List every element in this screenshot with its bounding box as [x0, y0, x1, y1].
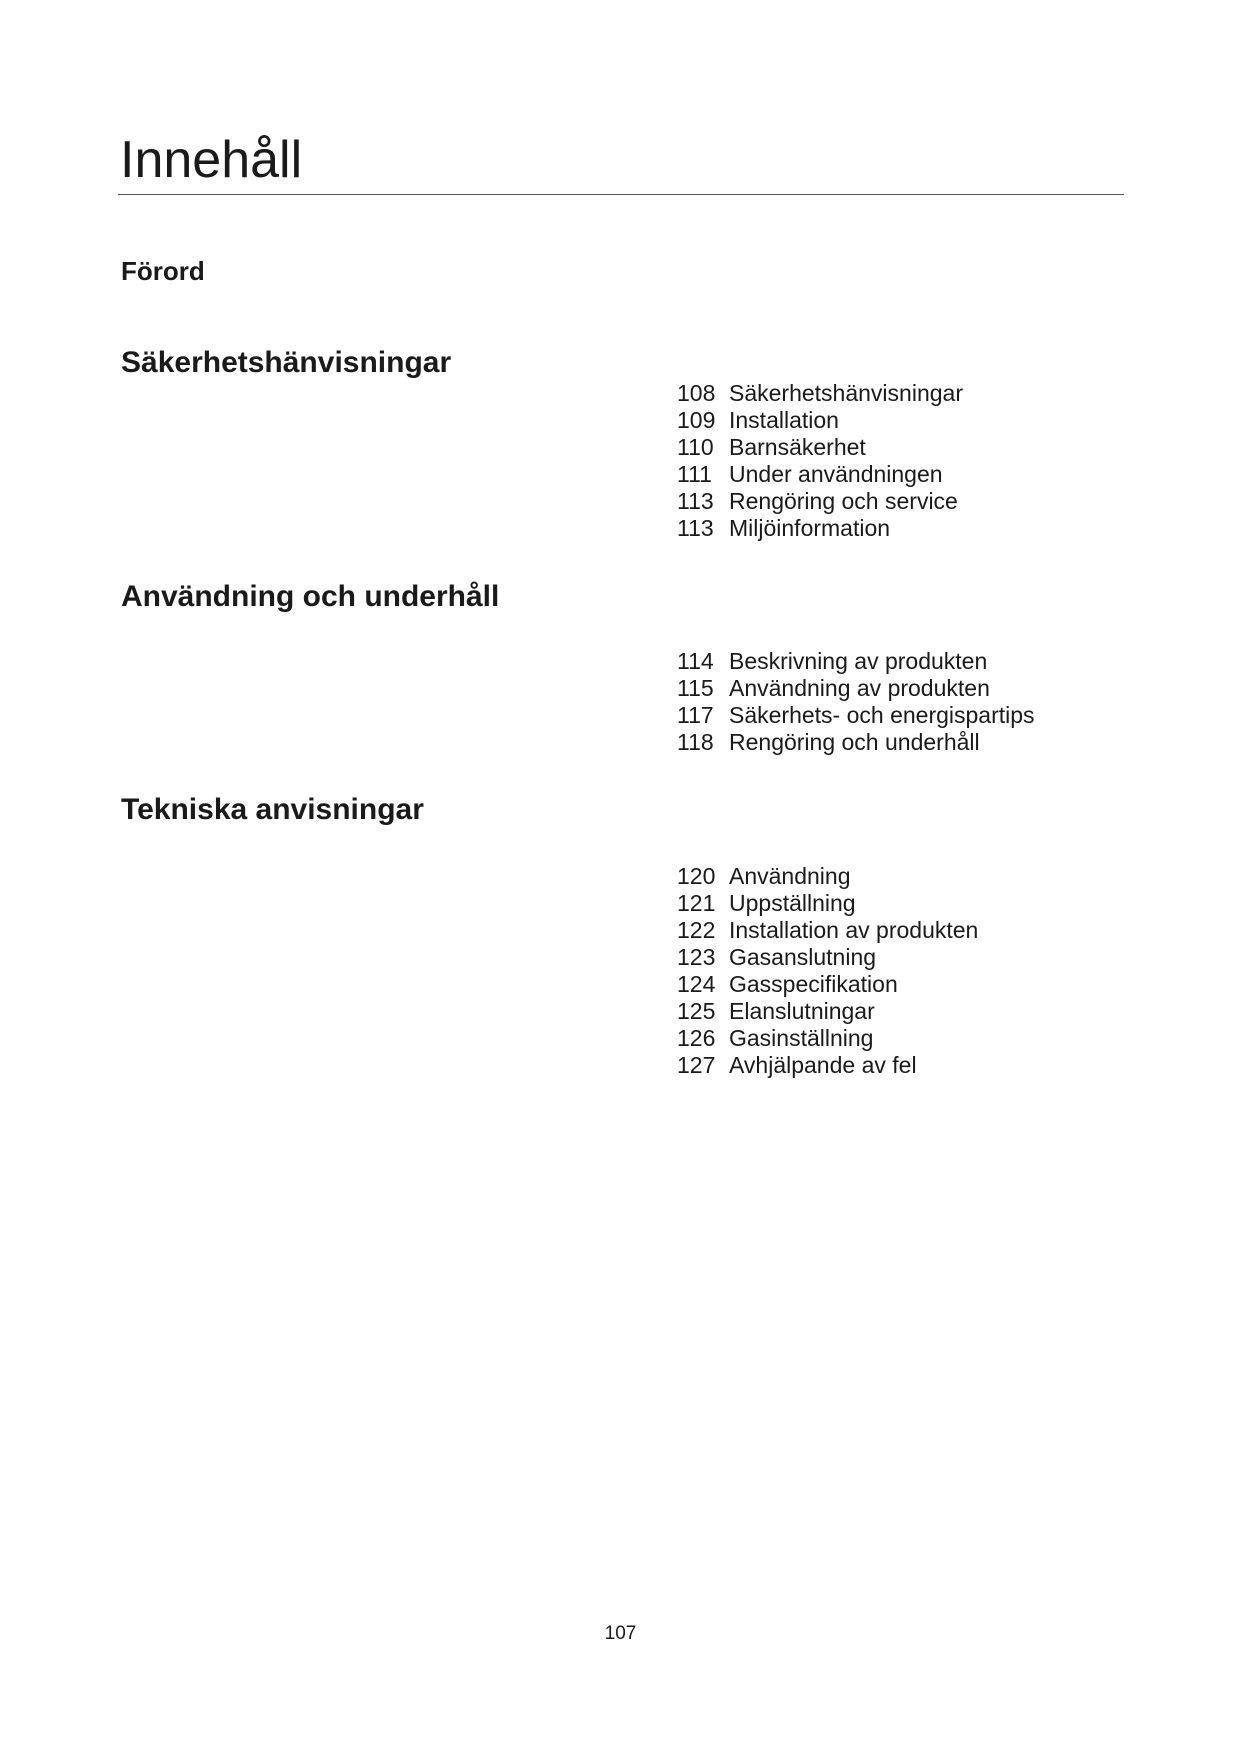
- toc-entry[interactable]: [677, 729, 1035, 756]
- page-title: Innehåll: [120, 131, 303, 189]
- toc-entry[interactable]: [677, 461, 963, 488]
- toc-entry-label: Gasanslutning: [729, 944, 877, 970]
- toc-entry[interactable]: [677, 1025, 978, 1052]
- toc-entry-page: 118: [677, 729, 714, 755]
- toc-entry[interactable]: [677, 702, 1035, 729]
- toc-entry-page: 125: [677, 998, 716, 1024]
- toc-list-use-maintenance: [677, 648, 1035, 756]
- section-heading-use-maintenance: Användning och underhåll: [121, 580, 500, 613]
- toc-entry-label: Elanslutningar: [729, 998, 875, 1024]
- toc-entry-label: Användning: [729, 863, 851, 889]
- section-heading-preface: Förord: [121, 256, 205, 286]
- title-divider: [118, 194, 1124, 195]
- toc-entry-label: Beskrivning av produkten: [729, 648, 988, 674]
- section-heading-safety: Säkerhetshänvisningar: [121, 346, 452, 379]
- toc-entry-page: 108: [677, 380, 716, 406]
- toc-entry[interactable]: [677, 488, 963, 515]
- toc-entry-page: 122: [677, 917, 716, 943]
- toc-entry-page: 123: [677, 944, 716, 970]
- toc-entry[interactable]: [677, 380, 963, 407]
- toc-entry[interactable]: [677, 890, 978, 917]
- toc-entry-page: 126: [677, 1025, 716, 1051]
- toc-entry-label: Avhjälpande av fel: [729, 1052, 917, 1078]
- toc-entry-page: 121: [677, 890, 716, 916]
- toc-entry[interactable]: [677, 944, 978, 971]
- toc-entry-page: 114: [677, 648, 714, 674]
- toc-entry-label: Rengöring och service: [729, 488, 958, 514]
- toc-entry-label: Under användningen: [729, 461, 943, 487]
- toc-entry-page: 110: [677, 434, 714, 460]
- toc-entry-label: Gasspecifikation: [729, 971, 898, 997]
- section-heading-technical: Tekniska anvisningar: [121, 793, 424, 826]
- toc-entry-page: 124: [677, 971, 716, 997]
- toc-entry[interactable]: [677, 434, 963, 461]
- toc-list-safety: [677, 380, 963, 542]
- toc-entry-label: Gasinställning: [729, 1025, 874, 1051]
- toc-entry[interactable]: [677, 407, 963, 434]
- toc-entry-label: Säkerhets- och energispartips: [729, 702, 1035, 728]
- toc-entry-page: 113: [677, 515, 714, 541]
- toc-entry-label: Installation av produkten: [729, 917, 979, 943]
- toc-entry[interactable]: [677, 863, 978, 890]
- toc-entry-label: Installation: [729, 407, 839, 433]
- toc-entry-page: 109: [677, 407, 716, 433]
- toc-entry-page: 111: [677, 461, 712, 487]
- toc-entry-page: 117: [677, 702, 714, 728]
- toc-entry-label: Rengöring och underhåll: [729, 729, 980, 755]
- toc-entry[interactable]: [677, 917, 978, 944]
- page-number: 107: [604, 1623, 637, 1644]
- toc-entry-page: 113: [677, 488, 714, 514]
- toc-entry-label: Säkerhetshänvisningar: [729, 380, 963, 406]
- toc-list-technical: [677, 863, 978, 1079]
- toc-entry-label: Användning av produkten: [729, 675, 990, 701]
- toc-entry-page: 127: [677, 1052, 716, 1078]
- toc-entry[interactable]: [677, 1052, 978, 1079]
- toc-entry-page: 120: [677, 863, 716, 889]
- toc-entry[interactable]: [677, 971, 978, 998]
- toc-entry[interactable]: [677, 515, 963, 542]
- toc-entry-label: Barnsäkerhet: [729, 434, 866, 460]
- toc-entry-page: 115: [677, 675, 714, 701]
- toc-entry[interactable]: [677, 998, 978, 1025]
- toc-entry-label: Miljöinformation: [729, 515, 891, 541]
- toc-entry-label: Uppställning: [729, 890, 856, 916]
- toc-entry[interactable]: [677, 648, 1035, 675]
- toc-entry[interactable]: [677, 675, 1035, 702]
